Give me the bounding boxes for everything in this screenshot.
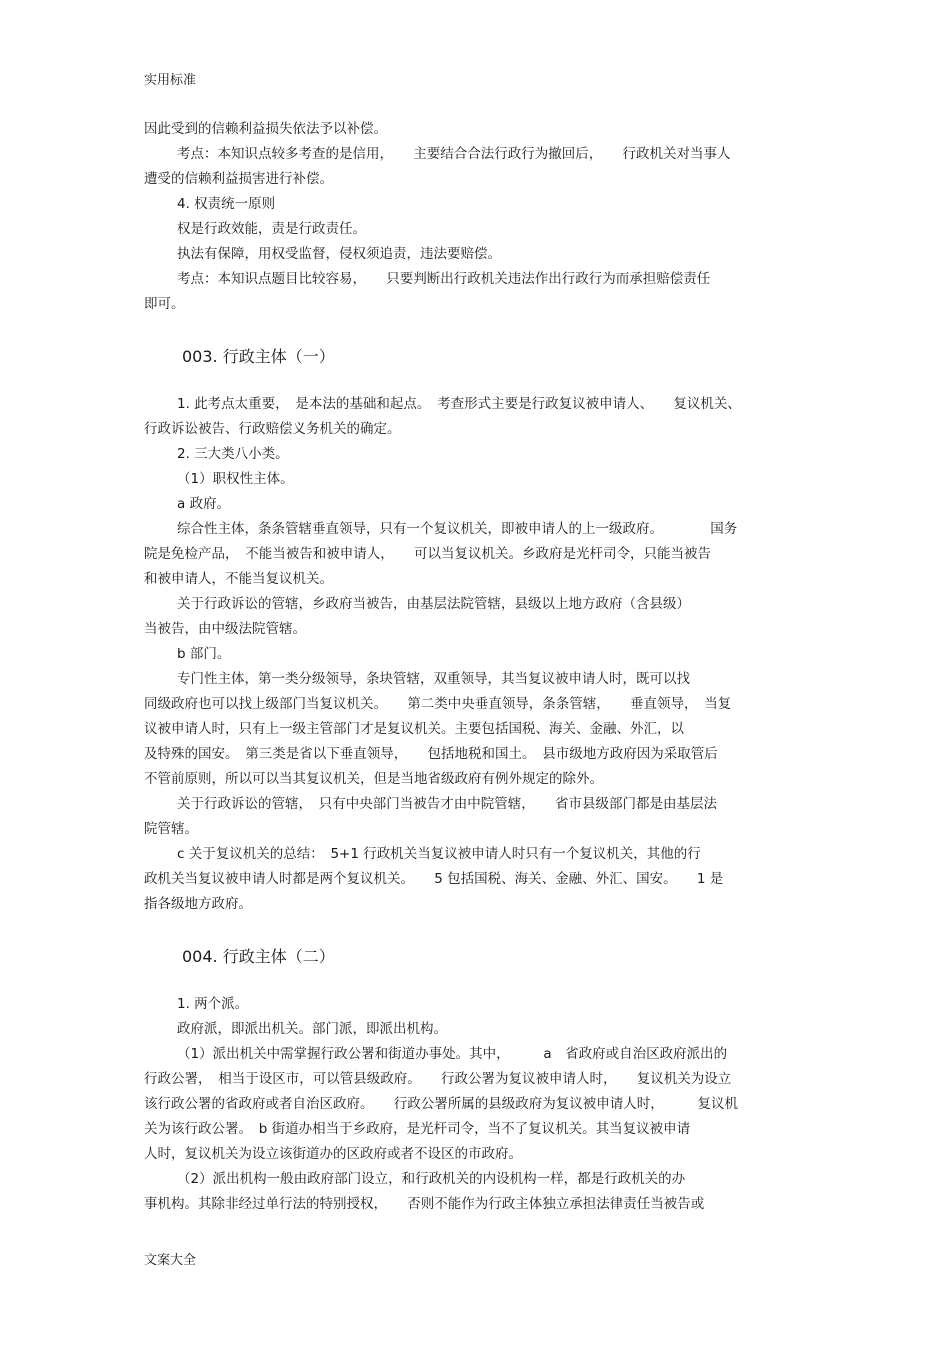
- text-line: 关于行政诉讼的管辖， 只有中央部门当被告才由中院管辖， 省市县级部门都是由基层法: [177, 796, 717, 812]
- text-line: 考点：本知识点题目比较容易， 只要判断出行政机关违法作出行政行为而承担赔偿责任: [177, 271, 711, 287]
- text-line: （2）派出机构一般由政府部门设立，和行政机关的内设机构一样，都是行政机关的办: [177, 1171, 686, 1187]
- text-line: 事机构。其除非经过单行法的特别授权， 否则不能作为行政主体独立承担法律责任当被告或: [144, 1196, 705, 1212]
- text-line: 院管辖。: [144, 821, 198, 837]
- text-line: 及特殊的国安。 第三类是省以下垂直领导， 包括地税和国土。 县市级地方政府因为采取管后: [144, 746, 718, 762]
- text-line: 2. 三大类八小类。: [177, 446, 289, 462]
- text-line: 即可。: [144, 296, 185, 312]
- text-line: 关为该行政公署。 b 街道办相当于乡政府，是光杆司令，当不了复议机关。其当复议被申请: [144, 1121, 691, 1137]
- text-line: 行政公署， 相当于设区市，可以管县级政府。 行政公署为复议被申请人时， 复议机关为设立: [144, 1071, 732, 1087]
- text-line: 政机关当复议被申请人时都是两个复议机关。 5 包括国税、海关、金融、外汇、国安。 1 是: [144, 871, 724, 887]
- text-line: 遭受的信赖利益损害进行补偿。: [144, 171, 333, 187]
- text-line: 考点：本知识点较多考查的是信用， 主要结合合法行政行为撤回后， 行政机关对当事人: [177, 146, 731, 162]
- text-line: 行政诉讼被告、行政赔偿义务机关的确定。: [144, 421, 401, 437]
- text-line: 因此受到的信赖利益损失依法予以补偿。: [144, 121, 387, 137]
- text-line: c 关于复议机关的总结： 5+1 行政机关当复议被申请人时只有一个复议机关，其他的行: [177, 846, 701, 862]
- text-line: 院是免检产品， 不能当被告和被申请人， 可以当复议机关。乡政府是光杆司令，只能当被告: [144, 546, 711, 562]
- text-line: a 政府。: [177, 496, 231, 512]
- text-line: 同级政府也可以找上级部门当复议机关。 第二类中央垂直领导，条条管辖， 垂直领导， 当复: [144, 696, 732, 712]
- page-header: 实用标准: [144, 73, 197, 88]
- text-line: （1）派出机关中需掌握行政公署和街道办事处。其中， a 省政府或自治区政府派出的: [177, 1046, 728, 1062]
- text-line: 关于行政诉讼的管辖，乡政府当被告，由基层法院管辖，县级以上地方政府（含县级）: [177, 596, 690, 612]
- page-footer: 文案大全: [144, 1253, 197, 1268]
- text-line: 综合性主体，条条管辖垂直领导，只有一个复议机关，即被申请人的上一级政府。 国务: [177, 521, 738, 537]
- text-line: 1. 此考点太重要， 是本法的基础和起点。 考查形式主要是行政复议被申请人、 复议机关、: [177, 396, 741, 412]
- text-line: 4. 权责统一原则: [177, 196, 276, 212]
- text-line: 1. 两个派。: [177, 996, 249, 1012]
- text-line: 当被告，由中级法院管辖。: [144, 621, 306, 637]
- text-line: 不管前原则，所以可以当其复议机关，但是当地省级政府有例外规定的除外。: [144, 771, 603, 787]
- text-line: 专门性主体，第一类分级领导，条块管辖，双重领导，其当复议被申请人时，既可以找: [177, 671, 690, 687]
- text-line: 权是行政效能，责是行政责任。: [177, 221, 366, 237]
- section-heading: 003. 行政主体（一）: [182, 347, 335, 366]
- text-line: b 部门。: [177, 646, 231, 662]
- text-line: 议被申请人时，只有上一级主管部门才是复议机关。主要包括国税、海关、金融、外汇，以: [144, 721, 684, 737]
- text-line: 和被申请人，不能当复议机关。: [144, 571, 333, 587]
- text-line: 指各级地方政府。: [144, 896, 252, 912]
- section-heading: 004. 行政主体（二）: [182, 947, 335, 966]
- text-line: 该行政公署的省政府或者自治区政府。 行政公署所属的县级政府为复议被申请人时， 复议机: [144, 1096, 738, 1112]
- text-line: （1）职权性主体。: [177, 471, 294, 487]
- text-line: 执法有保障，用权受监督，侵权须追责，违法要赔偿。: [177, 246, 501, 262]
- text-line: 政府派，即派出机关。部门派，即派出机构。: [177, 1021, 447, 1037]
- text-line: 人时，复议机关为设立该街道办的区政府或者不设区的市政府。: [144, 1146, 522, 1162]
